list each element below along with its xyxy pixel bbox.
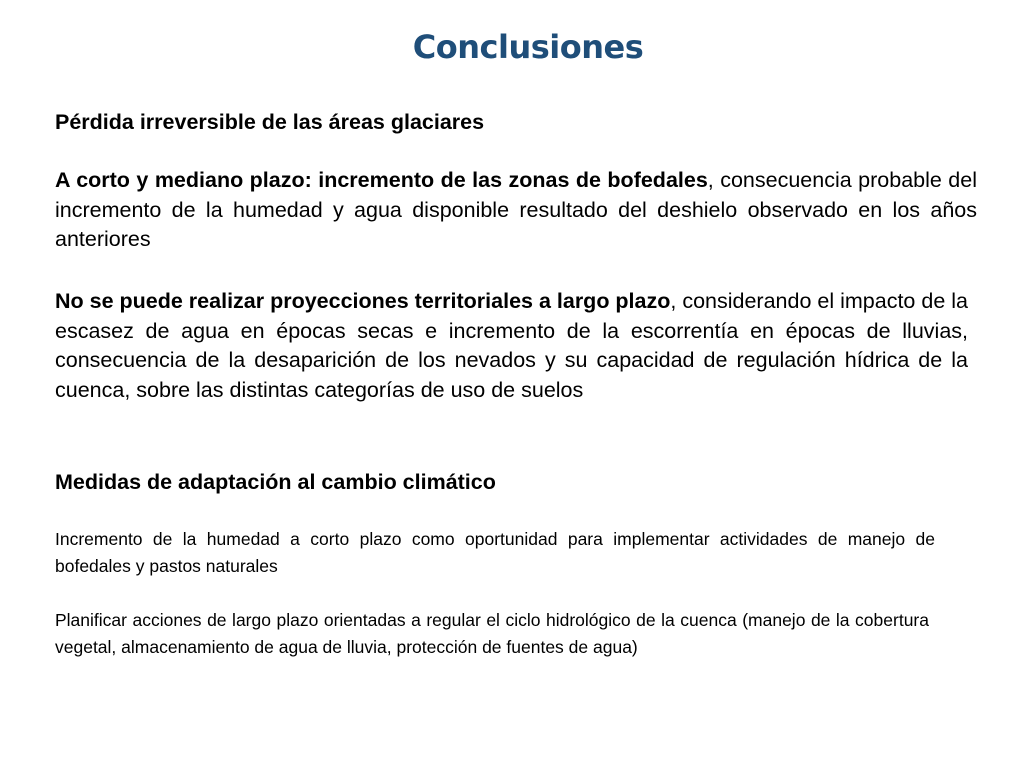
- paragraph-short-term-bold: A corto y mediano plazo: incremento de las zonas de bofedales: [55, 168, 708, 192]
- slide-title: Conclusiones: [412, 28, 644, 66]
- paragraph-short-term: [55, 166, 977, 255]
- paragraph-short-term-rest: , consecuencia probable del incremento de la humedad y agua disponible resultado del deshielo observado en los años anteriores: [55, 168, 977, 251]
- paragraph-humidity-opportunity: Incremento de la humedad a corto plazo como oportunidad para implementar actividades de manejo de bofedales y pastos naturales: [55, 529, 935, 576]
- heading-glacier-loss: Pérdida irreversible de las áreas glaciares: [55, 110, 485, 134]
- paragraph-long-term-rest: , considerando el impacto de la escasez de agua en épocas secas e incremento de la escorrentía en épocas de lluvias, consecuencia de la desaparición de los nevados y su capacidad de regulación hídrica de la cuenca, sobre las distintas categorías de uso de suelos: [55, 289, 968, 402]
- paragraph-long-term-actions: Planificar acciones de largo plazo orientadas a regular el ciclo hidrológico de la cuenca (manejo de la cobertura vegetal, almacenamiento de agua de lluvia, protección de fuentes de agua): [55, 610, 929, 657]
- paragraph-long-term-bold: No se puede realizar proyecciones territoriales a largo plazo: [55, 289, 671, 313]
- heading-adaptation-measures: Medidas de adaptación al cambio climático: [55, 470, 496, 494]
- paragraph-long-term: [55, 287, 968, 405]
